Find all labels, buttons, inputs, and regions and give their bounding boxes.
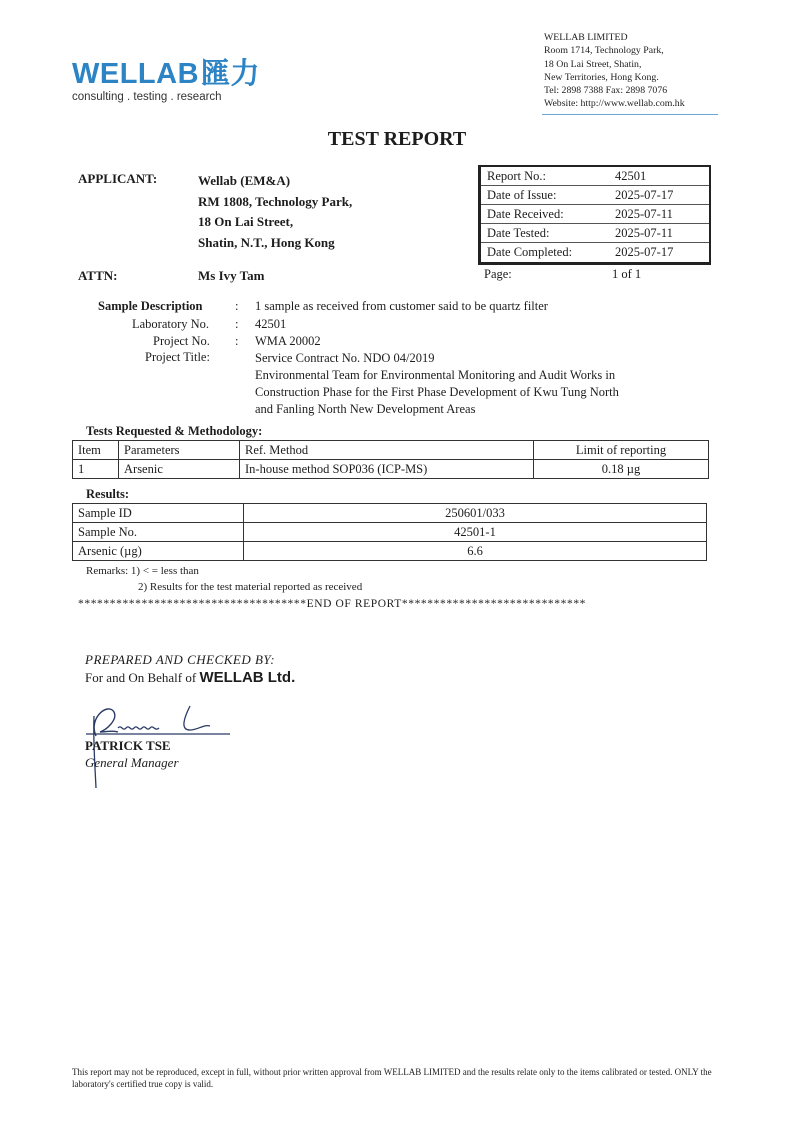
- info-row-date-issue: [481, 186, 709, 205]
- signatory-title: General Manager: [85, 755, 179, 770]
- company-logo: [72, 58, 260, 90]
- info-row-report-no: [481, 167, 709, 186]
- info-label: Report No.:: [487, 169, 547, 183]
- remarks-line-1: Remarks: 1) < = less than: [86, 565, 199, 577]
- report-title: TEST REPORT: [327, 128, 467, 150]
- project-title-line: Environmental Team for Environmental Monitoring and Audit Works in: [255, 368, 616, 382]
- applicant-line: RM 1808, Technology Park,: [198, 193, 353, 209]
- on-behalf-prefix: For and On Behalf of: [85, 670, 197, 685]
- results-heading: Results:: [86, 487, 130, 501]
- table-header-cell: Item: [73, 441, 119, 460]
- logo-latin: WELLAB: [72, 58, 200, 90]
- table-header-cell: Parameters: [119, 441, 240, 460]
- table-header-row: [73, 441, 709, 460]
- info-label: Date Tested:: [487, 226, 550, 240]
- table-row: [73, 523, 707, 542]
- tagline: consulting . testing . research: [72, 91, 222, 103]
- table-cell: 0.18 µg: [534, 460, 709, 479]
- page-value: 1 of 1: [612, 267, 642, 281]
- website: Website: http://www.wellab.com.hk: [544, 98, 685, 110]
- tests-heading: Tests Requested & Methodology:: [86, 424, 263, 438]
- tel-fax: Tel: 2898 7388 Fax: 2898 7076: [544, 85, 668, 97]
- info-value: 2025-07-17: [615, 245, 674, 259]
- remarks-line-2: 2) Results for the test material reported as received: [138, 581, 363, 593]
- company-name: WELLAB LIMITED: [544, 32, 628, 43]
- project-title-line: Service Contract No. NDO 04/2019: [255, 351, 435, 365]
- table-cell: Arsenic: [119, 460, 240, 479]
- info-row-date-tested: [481, 224, 709, 243]
- table-row: [73, 460, 709, 479]
- on-behalf: [85, 669, 295, 686]
- info-value: 2025-07-11: [615, 226, 673, 240]
- report-info-box: [478, 165, 711, 265]
- attn-label: ATTN:: [78, 268, 118, 283]
- colon: :: [235, 317, 239, 331]
- info-row-date-completed: [481, 243, 709, 262]
- project-no-label: Project No.: [153, 334, 210, 348]
- company-address-block: [544, 31, 685, 111]
- info-value: 42501: [615, 169, 647, 183]
- end-of-report: ************************************END OF REPORT*****************************: [78, 598, 587, 610]
- table-row: [73, 504, 707, 523]
- colon: :: [235, 334, 239, 348]
- applicant-line: Wellab (EM&A): [198, 173, 291, 188]
- table-cell: Sample ID: [73, 504, 244, 523]
- results-table: [72, 503, 707, 561]
- prepared-by: PREPARED AND CHECKED BY:: [85, 652, 276, 667]
- info-label: Date Completed:: [487, 245, 573, 259]
- address-line: Room 1714, Technology Park,: [544, 45, 664, 57]
- applicant-label: APPLICANT:: [78, 171, 158, 186]
- project-title-label: Project Title:: [145, 350, 210, 364]
- info-value: 2025-07-17: [615, 188, 674, 202]
- logo-chinese: 匯力: [201, 58, 261, 90]
- project-title-line: Construction Phase for the First Phase Development of Kwu Tung North: [255, 385, 619, 399]
- sample-desc-label: Sample Description: [98, 299, 203, 313]
- tests-table: [72, 440, 709, 479]
- info-label: Date Received:: [487, 207, 564, 221]
- project-title-line: and Fanling North New Development Areas: [255, 402, 476, 416]
- table-cell: 6.6: [244, 542, 707, 561]
- address-line: 18 On Lai Street, Shatin,: [544, 58, 642, 70]
- header-divider: [542, 114, 718, 115]
- applicant-line: 18 On Lai Street,: [198, 214, 294, 229]
- attn-value: Ms Ivy Tam: [198, 268, 265, 283]
- table-row: [73, 542, 707, 561]
- table-cell: Sample No.: [73, 523, 244, 542]
- footer-disclaimer: This report may not be reproduced, except in full, without prior written approval from WELLAB LIMITED and the results relate only to the items calibrated or tested. ONLY the laboratory's certified true copy is valid.: [72, 1067, 712, 1089]
- on-behalf-company: WELLAB Ltd.: [199, 669, 296, 686]
- address-line: New Territories, Hong Kong.: [544, 71, 659, 83]
- applicant-address: [198, 171, 352, 253]
- info-label: Date of Issue:: [487, 188, 557, 202]
- project-title-value: [255, 350, 619, 418]
- colon: :: [235, 299, 239, 313]
- table-cell: In-house method SOP036 (ICP-MS): [240, 460, 534, 479]
- table-cell: 250601/033: [244, 504, 707, 523]
- lab-no-value: 42501: [255, 317, 287, 331]
- table-header-cell: Ref. Method: [240, 441, 534, 460]
- sample-desc-value: 1 sample as received from customer said to be quartz filter: [255, 299, 548, 313]
- page-label: Page:: [484, 267, 512, 281]
- project-no-value: WMA 20002: [255, 334, 321, 348]
- table-cell: 42501-1: [244, 523, 707, 542]
- table-header-cell: Limit of reporting: [534, 441, 709, 460]
- info-value: 2025-07-11: [615, 207, 673, 221]
- table-cell: 1: [73, 460, 119, 479]
- info-row-date-received: [481, 205, 709, 224]
- applicant-line: Shatin, N.T., Hong Kong: [198, 234, 335, 250]
- signatory-name: PATRICK TSE: [85, 738, 171, 753]
- lab-no-label: Laboratory No.: [132, 317, 210, 331]
- table-cell: Arsenic (µg): [73, 542, 244, 561]
